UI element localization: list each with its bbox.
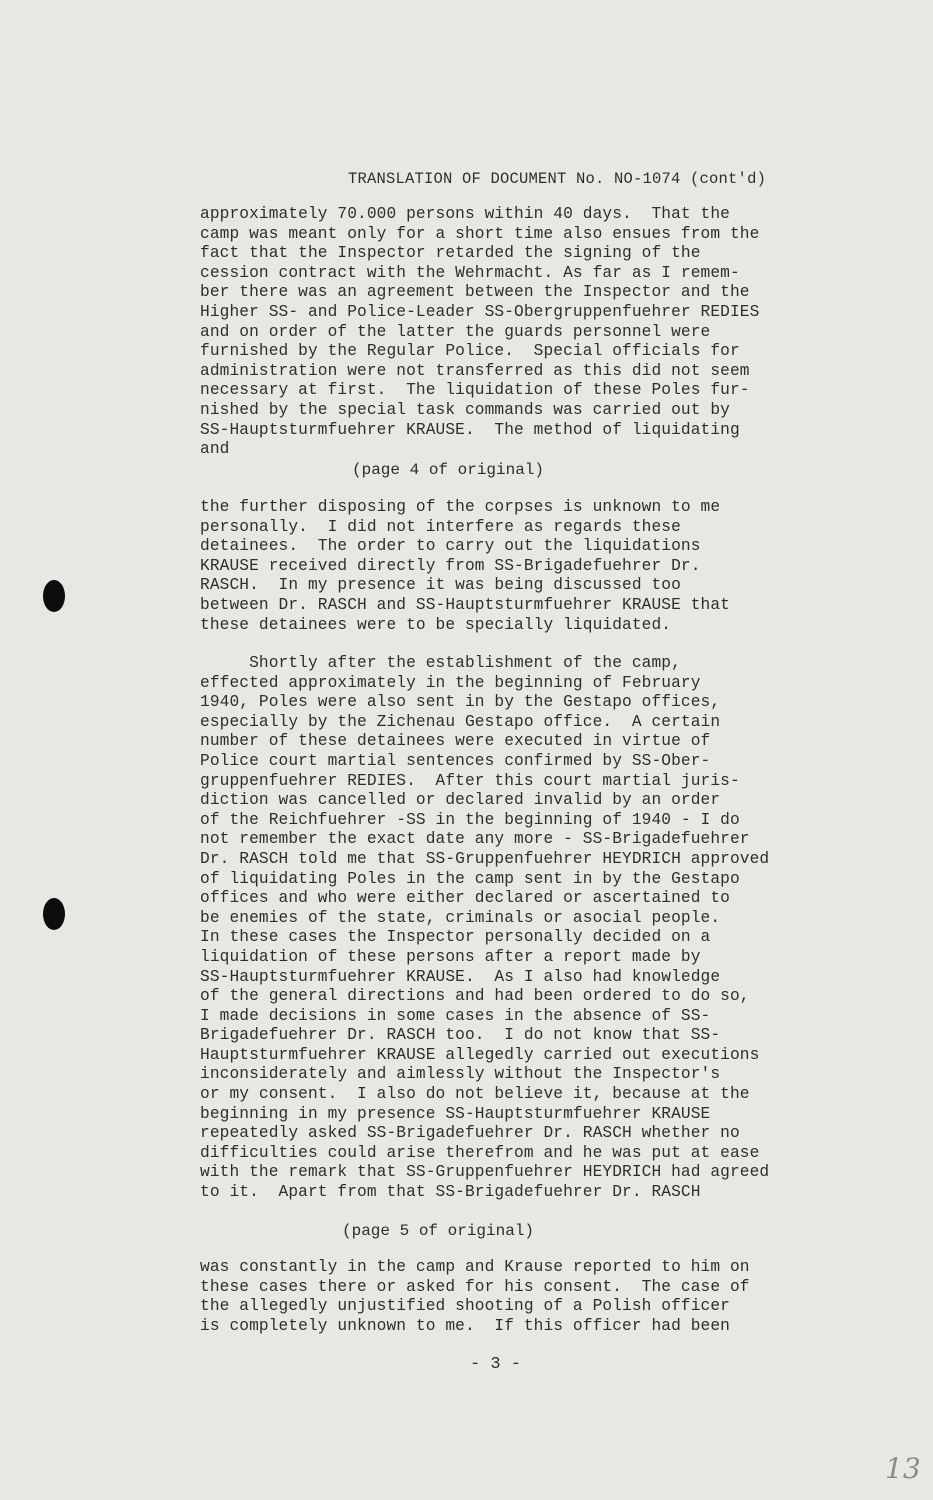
text-line: approximately 70.000 persons within 40 days. That the: [200, 205, 730, 223]
text-line: Police court martial sentences confirmed by SS-Ober-: [200, 751, 711, 770]
text-line: liquidation of these persons after a report made by: [200, 947, 701, 966]
text-line: I made decisions in some cases in the absence of SS-: [200, 1006, 711, 1025]
text-line: these detainees were to be specially liquidated.: [200, 615, 672, 634]
text-line: 1940, Poles were also sent in by the Gestapo offices,: [200, 693, 721, 712]
text-line: In these cases the Inspector personally decided on a: [200, 928, 711, 947]
paragraph-block-1: [200, 205, 890, 460]
text-line: these cases there or asked for his consent. The case of: [200, 1277, 750, 1296]
text-line: ber there was an agreement between the Inspector and the: [200, 283, 750, 302]
paragraph-block-3: [200, 654, 890, 1203]
text-line: the allegedly unjustified shooting of a Polish officer: [200, 1297, 730, 1316]
text-line: and on order of the latter the guards personnel were: [200, 322, 711, 341]
handwritten-folio-number: 13: [885, 1452, 921, 1485]
text-line: number of these detainees were executed in virtue of: [200, 732, 711, 751]
text-line: camp was meant only for a short time also ensues from the: [200, 224, 760, 243]
text-line: or my consent. I also do not believe it, because at the: [200, 1085, 750, 1104]
text-line: especially by the Zichenau Gestapo office. A certain: [200, 712, 721, 731]
text-line: difficulties could arise therefrom and he was put at ease: [200, 1143, 760, 1162]
paragraph-block-2: [200, 498, 890, 635]
text-line: beginning in my presence SS-Hauptsturmfuehrer KRAUSE: [200, 1104, 711, 1123]
text-line: SS-Hauptsturmfuehrer KRAUSE. As I also had knowledge: [200, 967, 721, 986]
punch-hole-upper: [43, 580, 65, 612]
punch-hole-lower: [43, 898, 65, 930]
text-line: administration were not transferred as this did not seem: [200, 361, 750, 380]
paragraph-block-4: [200, 1258, 890, 1336]
text-line: with the remark that SS-Gruppenfuehrer HEYDRICH had agreed: [200, 1163, 770, 1182]
text-line: gruppenfuehrer REDIES. After this court martial juris-: [200, 771, 740, 790]
text-line: detainees. The order to carry out the liquidations: [200, 537, 701, 556]
page-number: - 3 -: [470, 1355, 522, 1374]
text-line: personally. I did not interfere as regards these: [200, 517, 681, 536]
text-line: not remember the exact date any more - SS-Brigadefuehrer: [200, 830, 750, 849]
text-line: Dr. RASCH told me that SS-Gruppenfuehrer HEYDRICH approved: [200, 849, 770, 868]
text-line: the further disposing of the corpses is unknown to me: [200, 498, 721, 516]
text-line: cession contract with the Wehrmacht. As far as I remem-: [200, 263, 740, 282]
text-line: effected approximately in the beginning of February: [200, 673, 701, 692]
text-line: offices and who were either declared or ascertained to: [200, 889, 730, 908]
text-line: of the Reichfuehrer -SS in the beginning of 1940 - I do: [200, 810, 740, 829]
text-line: repeatedly asked SS-Brigadefuehrer Dr. RASCH whether no: [200, 1124, 740, 1143]
text-line: to it. Apart from that SS-Brigadefuehrer Dr. RASCH: [200, 1183, 701, 1202]
text-line: KRAUSE received directly from SS-Brigadefuehrer Dr.: [200, 556, 701, 575]
text-line: of liquidating Poles in the camp sent in by the Gestapo: [200, 869, 740, 888]
text-line: Shortly after the establishment of the camp,: [200, 654, 681, 672]
text-line: and: [200, 440, 230, 459]
text-line: fact that the Inspector retarded the signing of the: [200, 244, 701, 263]
text-line: SS-Hauptsturmfuehrer KRAUSE. The method of liquidating: [200, 420, 740, 439]
page-marker-5: (page 5 of original): [342, 1222, 535, 1240]
text-line: Higher SS- and Police-Leader SS-Obergruppenfuehrer REDIES: [200, 302, 760, 321]
text-line: is completely unknown to me. If this officer had been: [200, 1316, 730, 1335]
document-header: TRANSLATION OF DOCUMENT No. NO-1074 (cont'd): [348, 170, 767, 188]
text-line: Hauptsturmfuehrer KRAUSE allegedly carried out executions: [200, 1045, 760, 1064]
text-line: RASCH. In my presence it was being discussed too: [200, 576, 681, 595]
text-line: Brigadefuehrer Dr. RASCH too. I do not know that SS-: [200, 1026, 721, 1045]
text-line: diction was cancelled or declared invalid by an order: [200, 791, 721, 810]
text-line: be enemies of the state, criminals or asocial people.: [200, 908, 721, 927]
text-line: necessary at first. The liquidation of these Poles fur-: [200, 381, 750, 400]
text-line: of the general directions and had been ordered to do so,: [200, 987, 750, 1006]
text-line: nished by the special task commands was carried out by: [200, 400, 730, 419]
page-marker-4: (page 4 of original): [352, 461, 545, 479]
text-line: between Dr. RASCH and SS-Hauptsturmfuehrer KRAUSE that: [200, 595, 730, 614]
text-line: furnished by the Regular Police. Special officials for: [200, 342, 740, 361]
text-line: inconsiderately and aimlessly without the Inspector's: [200, 1065, 721, 1084]
text-line: was constantly in the camp and Krause reported to him on: [200, 1258, 750, 1276]
